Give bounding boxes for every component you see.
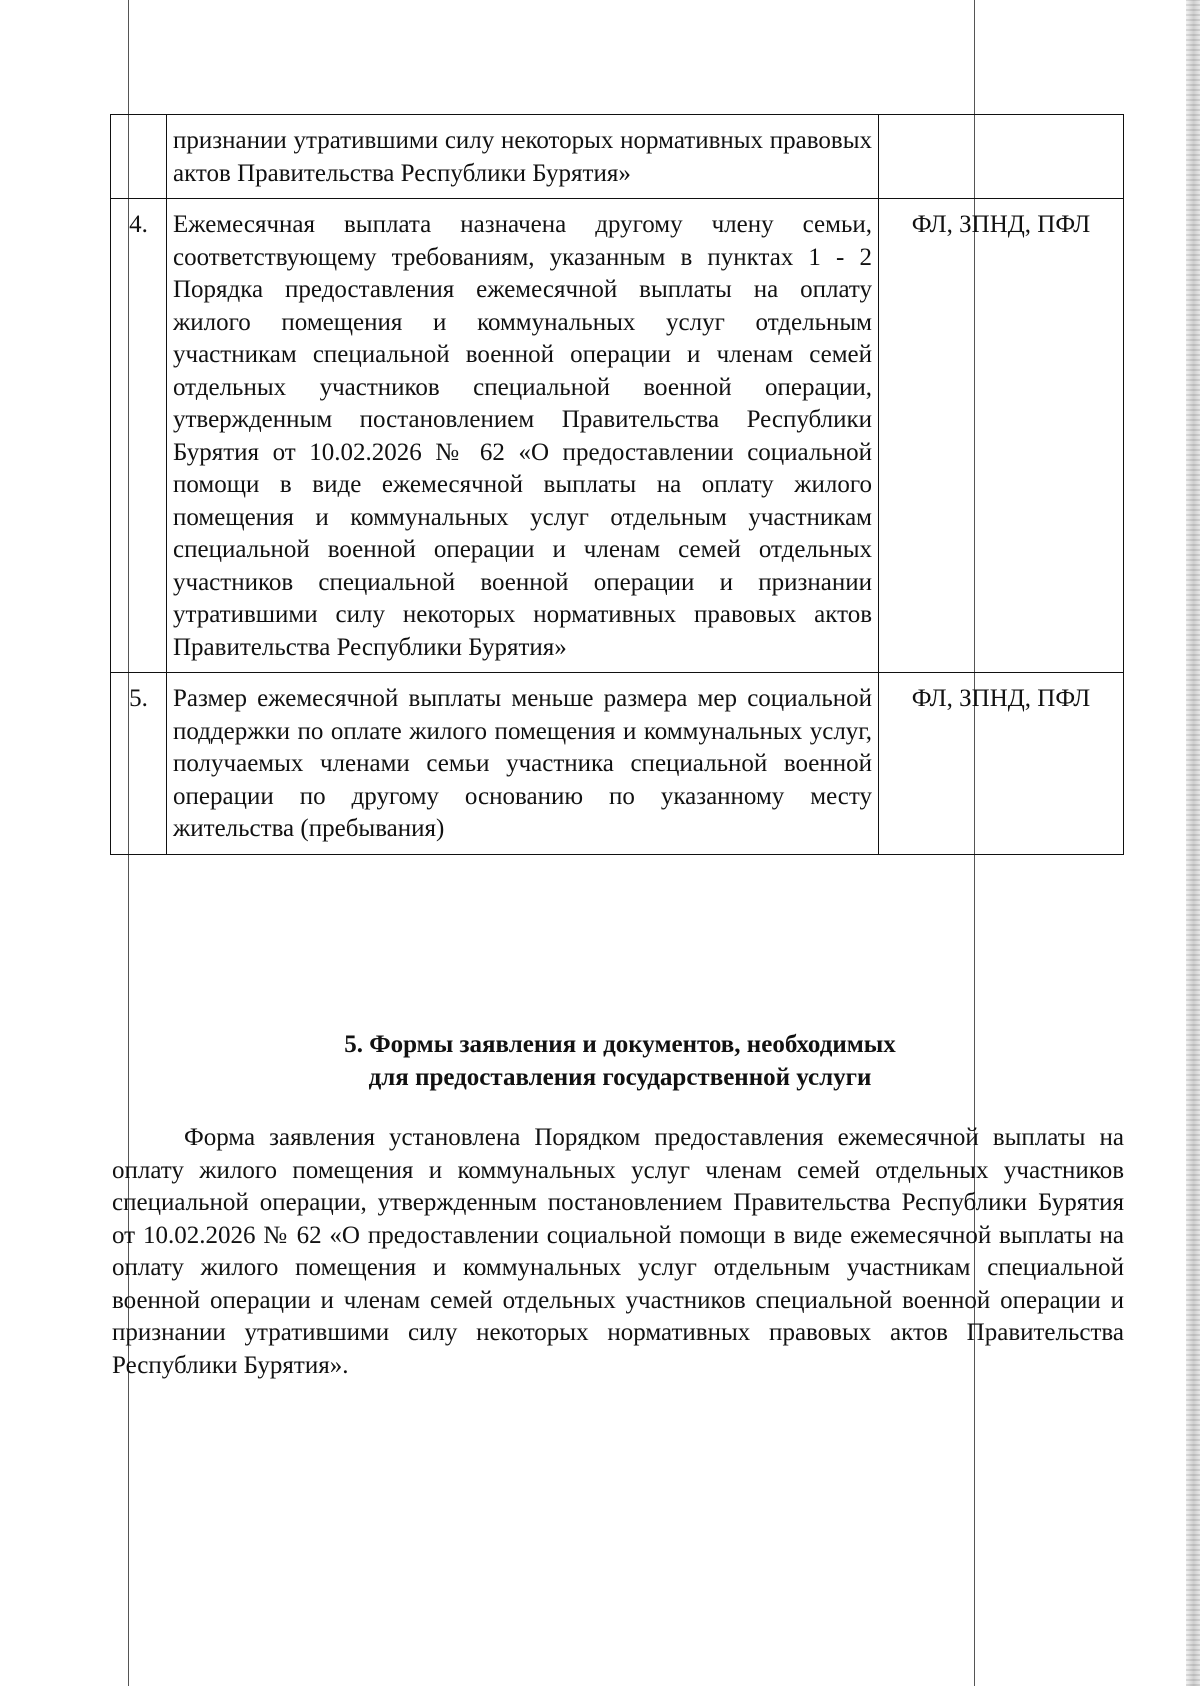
section-heading <box>180 1028 1060 1094</box>
table-row <box>111 199 1124 673</box>
row-codes: ФЛ, ЗПНД, ПФЛ <box>879 673 1124 855</box>
row-number: 4. <box>111 199 167 673</box>
scan-page-edge <box>1186 0 1200 1686</box>
row-codes <box>879 115 1124 199</box>
section-heading-line-2: для предоставления государственной услуги <box>368 1064 872 1091</box>
section-heading-line-1: 5. Формы заявления и документов, необходимых <box>344 1031 896 1058</box>
row-text: признании утратившими силу некоторых нормативных правовых актов Правительства Республики Бурятия» <box>167 115 879 199</box>
table-row <box>111 115 1124 199</box>
row-number: 5. <box>111 673 167 855</box>
row-codes: ФЛ, ЗПНД, ПФЛ <box>879 199 1124 673</box>
row-text: Размер ежемесячной выплаты меньше размера мер социальной поддержки по оплате жилого помещения и коммунальных услуг, получаемых членами семьи участника специальной военной операции по другому основанию по указанному месту жительства (пребывания) <box>167 673 879 855</box>
table-row <box>111 673 1124 855</box>
row-number <box>111 115 167 199</box>
row-text: Ежемесячная выплата назначена другому члену семьи, соответствующему требованиям, указанным в пунктах 1 - 2 Порядка предоставления ежемесячной выплаты на оплату жилого помещения и коммунальных услуг отдельным участникам специальной военной операции и членам семей отдельных участников специальной военной операции, утвержденным постановлением Правительства Республики Бурятия от 10.02.2026 № 62 «О предоставлении социальной помощи в виде ежемесячной выплаты на оплату жилого помещения и коммунальных услуг отдельным участникам специальной военной операции и членам семей отдельных участников специальной военной операции и признании утратившими силу некоторых нормативных правовых актов Правительства Республики Бурятия» <box>167 199 879 673</box>
section-paragraph: Форма заявления установлена Порядком предоставления ежемесячной выплаты на оплату жилого помещения и коммунальных услуг членам семей отдельных участников специальной операции, утвержденным постановлением Правительства Республики Бурятия от 10.02.2026 № 62 «О предоставлении социальной помощи в виде ежемесячной выплаты на оплату жилого помещения и коммунальных услуг отдельным участникам специальной военной операции и членам семей отдельных участников специальной военной операции и признании утратившими силу некоторых нормативных правовых актов Правительства Республики Бурятия». <box>112 1124 1124 1379</box>
services-table <box>110 114 1124 855</box>
